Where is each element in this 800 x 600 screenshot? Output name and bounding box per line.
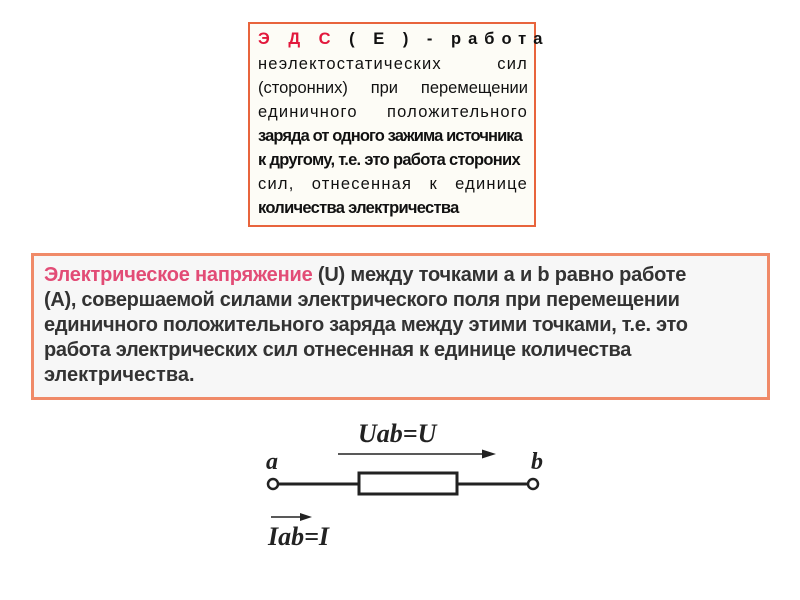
voltage-term: Электрическое напряжение — [44, 264, 313, 286]
node-b-label: b — [531, 449, 543, 475]
voltage-line-2: (А), совершаемой силами электрического поля при перемещении — [44, 289, 680, 311]
voltage-arrowhead — [482, 450, 496, 459]
emf-line-1: Э Д С ( Е ) - работа — [258, 30, 550, 48]
emf-line-4: единичного положительного — [258, 103, 528, 121]
voltage-line-3: единичного положительного заряда между этими точками, т.е. это — [44, 314, 688, 336]
emf-line-6: к другому, т.е. это работа стороних — [258, 151, 520, 169]
emf-line-2: неэлектостатических сил — [258, 55, 528, 73]
current-arrowhead — [300, 513, 312, 521]
resistor — [359, 473, 457, 494]
emf-line-7: сил, отнесенная к единице — [258, 175, 528, 193]
emf-line-5: заряда от одного зажима источника — [258, 127, 522, 145]
voltage-line-1: Электрическое напряжение (U) между точками a и b равно работе — [44, 264, 687, 286]
voltage-line-4: работа электрических сил отнесенная к единице количества — [44, 339, 632, 361]
emf-line-8: количества электричества — [258, 199, 459, 217]
voltage-label: Uab=U — [358, 419, 437, 448]
node-a-label: a — [266, 449, 278, 475]
terminal-a — [268, 479, 278, 489]
terminal-b — [528, 479, 538, 489]
emf-line-3: (сторонних) при перемещении — [258, 79, 528, 97]
current-label: Iab=I — [268, 522, 330, 551]
emf-term: Э Д С — [258, 30, 338, 48]
voltage-line-5: электричества. — [44, 364, 195, 386]
